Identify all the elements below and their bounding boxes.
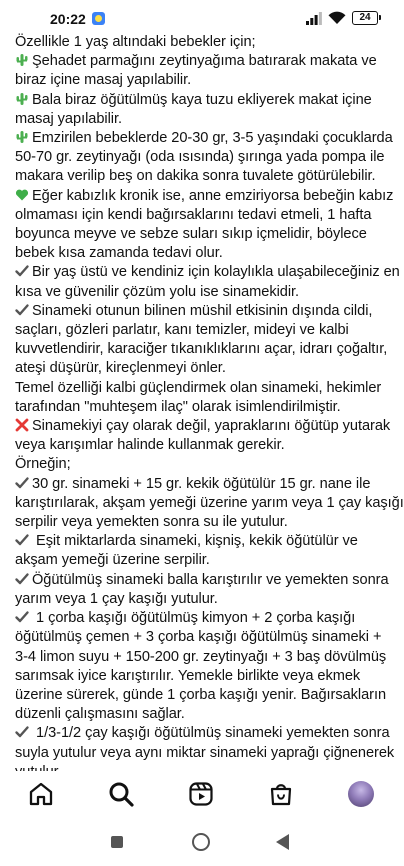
- caption-line: [15, 513, 390, 532]
- status-icons: [306, 10, 378, 26]
- caption-line-text: sarımsak iyice karıştırılır. Yemekle birlikte veya ekmek: [15, 667, 361, 684]
- cactus-icon: [15, 53, 29, 67]
- caption-line-text: saçları, gözleri parlatır, kanı temizler, mideyi ve kalbi: [15, 322, 349, 339]
- caption-line-text: 1/3-1/2 çay kaşığı öğütülmüş sinameki yemekten sonra: [32, 725, 390, 742]
- cactus-icon: [15, 92, 29, 106]
- caption-line-text: Özellikle 1 yaş altındaki bebekler için;: [15, 34, 256, 50]
- check-icon: [15, 610, 29, 624]
- caption-line-text: Bala biraz öğütülmüş kaya tuzu ekliyerek makat içine: [32, 91, 372, 108]
- post-caption: [15, 33, 404, 768]
- caption-line: [15, 551, 390, 570]
- caption-line-text: karıştırılarak, akşam yemeği üzerine yarım veya 1 çay kaşığı: [15, 494, 404, 511]
- notification-app-icon: [92, 12, 105, 25]
- caption-line: [15, 321, 390, 340]
- caption-line: [15, 628, 390, 647]
- caption-line-text: Emzirilen bebeklerde 20-30 gr, 3-5 yaşındaki çocuklarda: [32, 130, 393, 147]
- home-icon[interactable]: [28, 781, 54, 807]
- caption-line: [15, 148, 390, 167]
- back-button[interactable]: [276, 834, 289, 850]
- caption-line: [15, 590, 390, 609]
- caption-line: [15, 532, 390, 551]
- status-bar: [0, 0, 400, 34]
- caption-line: [15, 455, 390, 474]
- check-icon: [15, 476, 29, 490]
- caption-line-text: akşam yemeği üzerine serpilir.: [15, 552, 210, 569]
- caption-line: [15, 609, 390, 628]
- caption-line-text: boyunca meyve ve sebze suları sıkıp içmelidir, böylece: [15, 226, 367, 243]
- caption-line-text: tarafından "muhteşem ilaç" olarak isimlendirilmiştir.: [15, 398, 341, 415]
- home-button[interactable]: [192, 833, 210, 851]
- caption-line-text: düzenli çalışmasını sağlar.: [15, 706, 185, 723]
- green-heart-icon: [15, 188, 29, 202]
- cactus-icon: [15, 130, 29, 144]
- caption-line-text: bebek kısa zamanda tedavi olur.: [15, 245, 223, 262]
- caption-line: [15, 359, 390, 378]
- check-icon: [15, 725, 29, 739]
- check-icon: [15, 533, 29, 547]
- caption-line-text: yarım veya 1 çay kaşığı yutulur.: [15, 590, 218, 607]
- caption-line-text: biraz içine masaj yapılabilir.: [15, 72, 192, 89]
- caption-line: [15, 302, 390, 321]
- recents-button[interactable]: [111, 836, 123, 848]
- caption-line: [15, 494, 404, 513]
- caption-line: [15, 52, 390, 71]
- reels-icon[interactable]: [188, 781, 214, 807]
- caption-line-text: Öğütülmüş sinameki balla karıştırılır ve yemekten sonra: [32, 571, 389, 588]
- caption-line: [15, 475, 390, 494]
- caption-line-text: 50-70 gr. zeytinyağı (oda ısısında) şırınga yada pompa ile: [15, 149, 385, 166]
- cross-icon: [15, 418, 29, 432]
- caption-line: [15, 667, 390, 686]
- caption-line: [15, 724, 390, 743]
- signal-icon: [306, 12, 322, 25]
- bottom-navigation: [0, 771, 400, 817]
- caption-line: [15, 340, 390, 359]
- caption-line: [15, 244, 390, 263]
- caption-line-text: veya karışımlar halinde kullanmak gerekir.: [15, 437, 285, 454]
- status-time: 20:22: [50, 11, 86, 27]
- caption-line: [15, 705, 390, 724]
- caption-line: [15, 129, 393, 148]
- shop-icon[interactable]: [268, 781, 294, 807]
- caption-line-text: Örneğin;: [15, 456, 71, 473]
- caption-line-text: Eğer kabızlık kronik ise, anne emziriyorsa bebeğin kabız: [32, 187, 394, 204]
- caption-line-text: üzerine sürerek, günde 1 çorba kaşığı yenir. Bağırsakların: [15, 686, 387, 703]
- check-icon: [15, 303, 29, 317]
- system-navigation-bar: [0, 822, 400, 866]
- caption-line: [15, 417, 390, 436]
- caption-line: [15, 648, 390, 667]
- caption-line-text: masaj yapılabilir.: [15, 110, 122, 127]
- battery-icon: 24: [352, 11, 378, 25]
- caption-line-text: Sinamekiyi çay olarak değil, yapraklarını öğütüp yutarak: [32, 418, 391, 435]
- caption-line-text: serpilir veya yemekten sonra su ile yutulur.: [15, 514, 288, 531]
- caption-line-text: 1 çorba kaşığı öğütülmüş kimyon + 2 çorba kaşığı: [32, 610, 356, 627]
- caption-line-text: ateşi düşürür, kireçlenmeyi önler.: [15, 360, 226, 377]
- caption-line-text: Eşit miktarlarda sinameki, kişniş, kekik öğütülür ve: [32, 533, 358, 550]
- caption-line: [15, 744, 395, 763]
- caption-line-text: makara verilip beş on dakika sonra tuvalete götürülebilir.: [15, 168, 376, 185]
- caption-line-text: kısa ve güvenilir çözüm yolu ise sinamekidir.: [15, 283, 300, 300]
- caption-line-text: Temel özelliği kalbi güçlendirmek olan sinameki, hekimler: [15, 379, 382, 396]
- caption-line-text: Şehadet parmağını zeytinyağıma batırarak makata ve: [32, 53, 377, 70]
- wifi-icon: [328, 11, 346, 25]
- caption-line: [15, 436, 390, 455]
- caption-line: [15, 167, 390, 186]
- caption-line: [15, 263, 400, 282]
- caption-line: [15, 71, 390, 90]
- profile-avatar[interactable]: [348, 781, 374, 807]
- caption-line-text: Sinameki otunun bilinen müshil etkisinin dışında cildi,: [32, 302, 373, 319]
- caption-line-text: Bir yaş üstü ve kendiniz için kolaylıkla ulaşabileceğiniz en: [32, 264, 400, 281]
- check-icon: [15, 572, 29, 586]
- caption-line-text: suyla yutulur veya aynı miktar sinameki yaprağı çiğnenerek: [15, 744, 395, 761]
- check-icon: [15, 264, 29, 278]
- caption-line: [15, 686, 390, 705]
- caption-line: [15, 225, 390, 244]
- caption-line: [15, 33, 390, 52]
- caption-line-text: kuvvetlendirir, karaciğer tıkanıklıklarını açar, idrarı çoğaltır,: [15, 341, 388, 358]
- search-icon[interactable]: [108, 781, 134, 807]
- caption-line: [15, 110, 390, 129]
- caption-line: [15, 91, 390, 110]
- caption-line: [15, 571, 390, 590]
- caption-line: [15, 379, 390, 398]
- caption-line-text: öğütülmüş çemen + 3 çorba kaşığı öğütülmüş sinameki +: [15, 629, 382, 646]
- caption-line: [15, 187, 394, 206]
- caption-line-text: 30 gr. sinameki + 15 gr. kekik öğütülür 15 gr. nane ile: [32, 475, 371, 492]
- caption-line-text: olmaması için kendi bağırsaklarını tedavi etmeli, 1 hafta: [15, 206, 372, 223]
- caption-line: [15, 206, 390, 225]
- caption-line: [15, 398, 390, 417]
- caption-line: [15, 283, 390, 302]
- caption-line-text: 3-4 limon suyu + 150-200 gr. zeytinyağı + 3 baş dövülmüş: [15, 648, 387, 665]
